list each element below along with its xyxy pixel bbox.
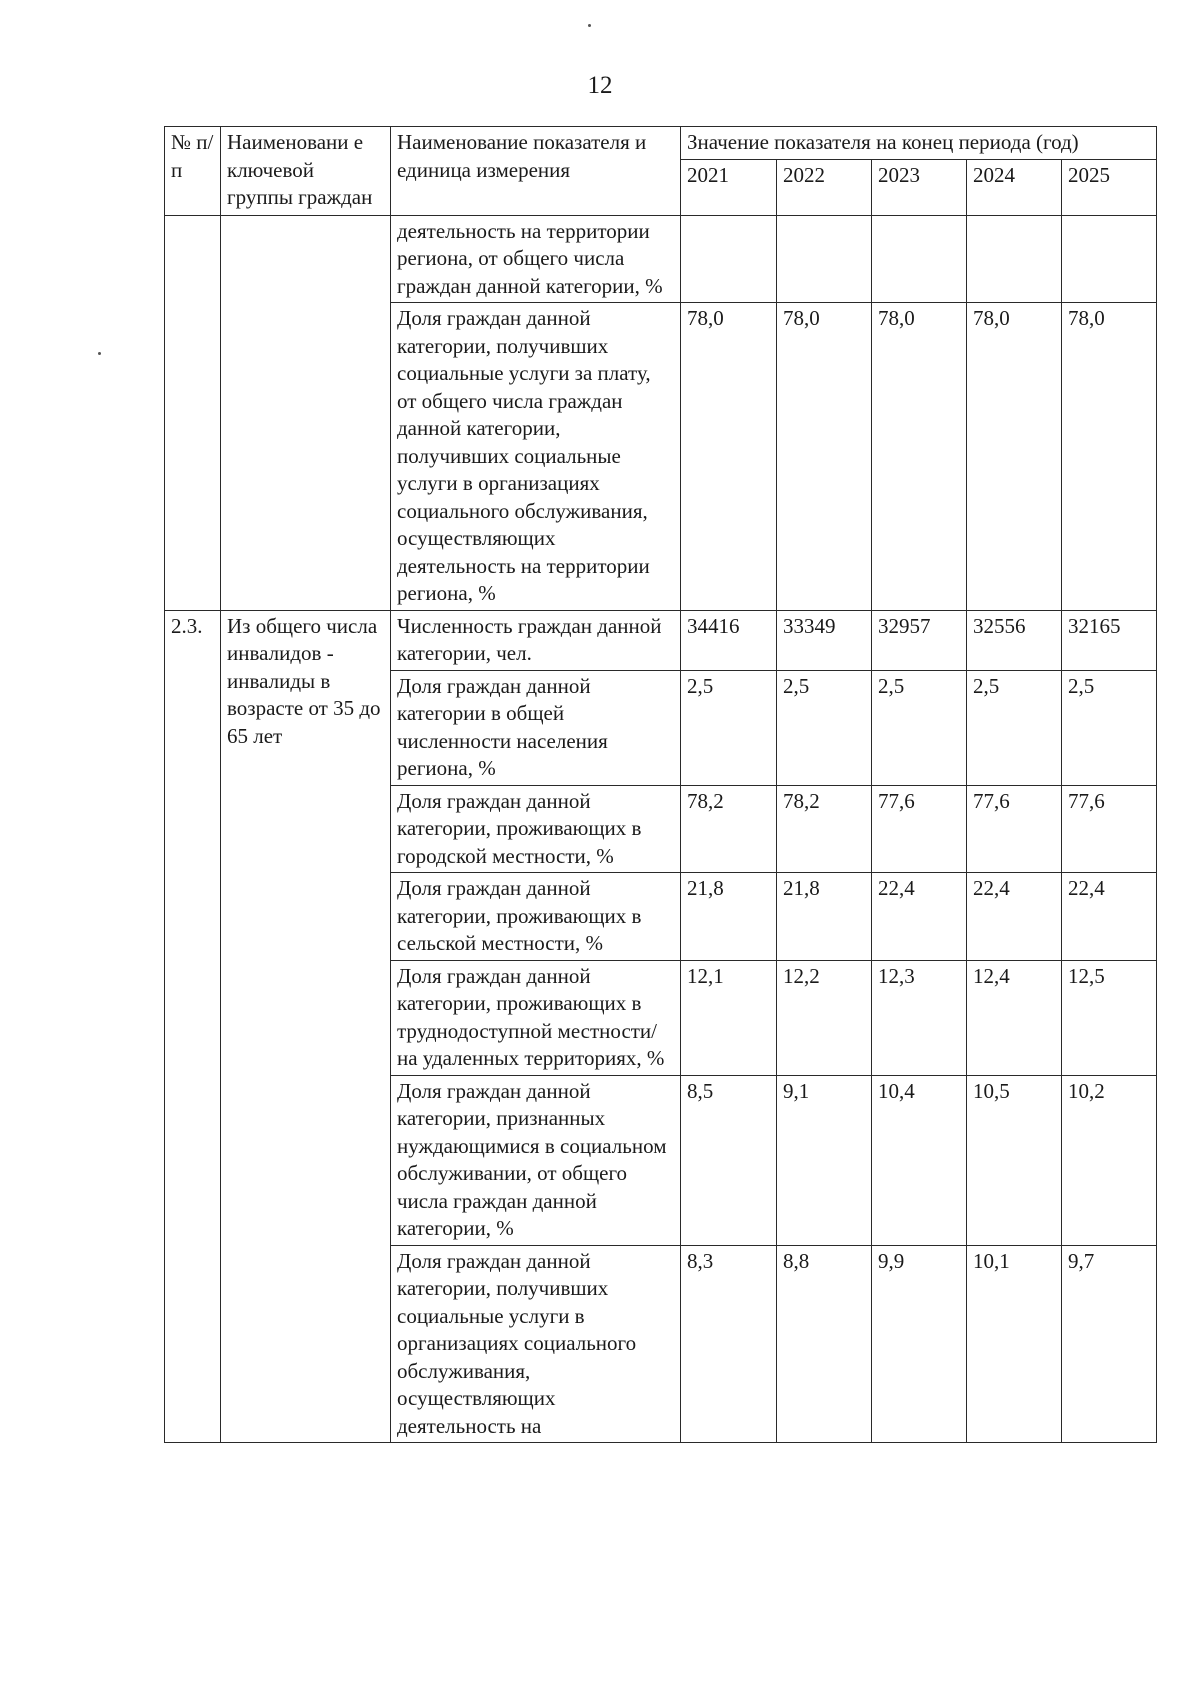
cell-value: 9,9 [872, 1245, 967, 1443]
cell-indicator: Численность граждан данной категории, чел. [391, 610, 681, 670]
scan-speck [98, 352, 101, 355]
cell-value [872, 215, 967, 303]
cell-value [967, 215, 1062, 303]
cell-value: 78,0 [777, 303, 872, 611]
cell-num: 2.3. [165, 610, 221, 1443]
cell-value: 22,4 [1062, 873, 1157, 961]
page-number: 12 [587, 72, 613, 99]
cell-value: 8,8 [777, 1245, 872, 1443]
cell-value: 10,5 [967, 1075, 1062, 1245]
cell-group: Из общего числа инвалидов - инвалиды в возрасте от 35 до 65 лет [221, 610, 391, 1443]
cell-value: 10,2 [1062, 1075, 1157, 1245]
cell-value: 77,6 [1062, 785, 1157, 873]
cell-value: 32957 [872, 610, 967, 670]
cell-value: 2,5 [1062, 670, 1157, 785]
cell-value [1062, 215, 1157, 303]
header-year: 2024 [967, 159, 1062, 215]
cell-value: 2,5 [777, 670, 872, 785]
cell-value: 32556 [967, 610, 1062, 670]
cell-value: 32165 [1062, 610, 1157, 670]
cell-value: 12,4 [967, 960, 1062, 1075]
cell-indicator: Доля граждан данной категории, проживающих в городской местности, % [391, 785, 681, 873]
cell-indicator: деятельность на территории региона, от общего числа граждан данной категории, % [391, 215, 681, 303]
cell-indicator: Доля граждан данной категории, признанных нуждающимися в социальном обслуживании, от общего числа граждан данной категории, % [391, 1075, 681, 1245]
cell-value: 9,1 [777, 1075, 872, 1245]
cell-value: 78,0 [681, 303, 777, 611]
header-num: № п/п [165, 127, 221, 216]
header-indicator: Наименование показателя и единица измерения [391, 127, 681, 216]
cell-value: 22,4 [967, 873, 1062, 961]
cell-value [777, 215, 872, 303]
header-group: Наименовани е ключевой группы граждан [221, 127, 391, 216]
cell-indicator: Доля граждан данной категории, проживающих в труднодоступной местности/на удаленных территориях, % [391, 960, 681, 1075]
cell-value: 9,7 [1062, 1245, 1157, 1443]
cell-value: 10,1 [967, 1245, 1062, 1443]
cell-value: 78,0 [967, 303, 1062, 611]
cell-indicator: Доля граждан данной категории, получивших социальные услуги за плату, от общего числа граждан данной категории, получивших социальные услуги в организациях социального обслуживания, осуществляющих деятельность на территории региона, % [391, 303, 681, 611]
cell-value: 78,0 [1062, 303, 1157, 611]
cell-value: 12,5 [1062, 960, 1157, 1075]
scan-speck [588, 24, 591, 27]
header-year: 2022 [777, 159, 872, 215]
cell-value: 77,6 [967, 785, 1062, 873]
cell-indicator: Доля граждан данной категории, получивших социальные услуги в организациях социального обслуживания, осуществляющих деятельность на [391, 1245, 681, 1443]
header-value: Значение показателя на конец периода (год) [681, 127, 1157, 160]
cell-value: 12,1 [681, 960, 777, 1075]
cell-indicator: Доля граждан данной категории, проживающих в сельской местности, % [391, 873, 681, 961]
cell-num [165, 215, 221, 610]
header-year: 2021 [681, 159, 777, 215]
cell-value: 10,4 [872, 1075, 967, 1245]
cell-value: 21,8 [681, 873, 777, 961]
header-year: 2025 [1062, 159, 1157, 215]
cell-value: 34416 [681, 610, 777, 670]
header-year: 2023 [872, 159, 967, 215]
cell-value: 2,5 [872, 670, 967, 785]
cell-value: 78,2 [777, 785, 872, 873]
table-row [165, 215, 1157, 303]
cell-value: 2,5 [967, 670, 1062, 785]
cell-value: 8,3 [681, 1245, 777, 1443]
cell-value: 77,6 [872, 785, 967, 873]
cell-value: 21,8 [777, 873, 872, 961]
cell-value: 12,3 [872, 960, 967, 1075]
cell-value: 2,5 [681, 670, 777, 785]
cell-value: 22,4 [872, 873, 967, 961]
cell-group [221, 215, 391, 610]
cell-value: 8,5 [681, 1075, 777, 1245]
indicators-table [164, 126, 1157, 1443]
header-row [165, 127, 1157, 160]
cell-value [681, 215, 777, 303]
cell-indicator: Доля граждан данной категории в общей численности населения региона, % [391, 670, 681, 785]
cell-value: 12,2 [777, 960, 872, 1075]
cell-value: 78,0 [872, 303, 967, 611]
cell-value: 78,2 [681, 785, 777, 873]
cell-value: 33349 [777, 610, 872, 670]
table-row [165, 610, 1157, 670]
